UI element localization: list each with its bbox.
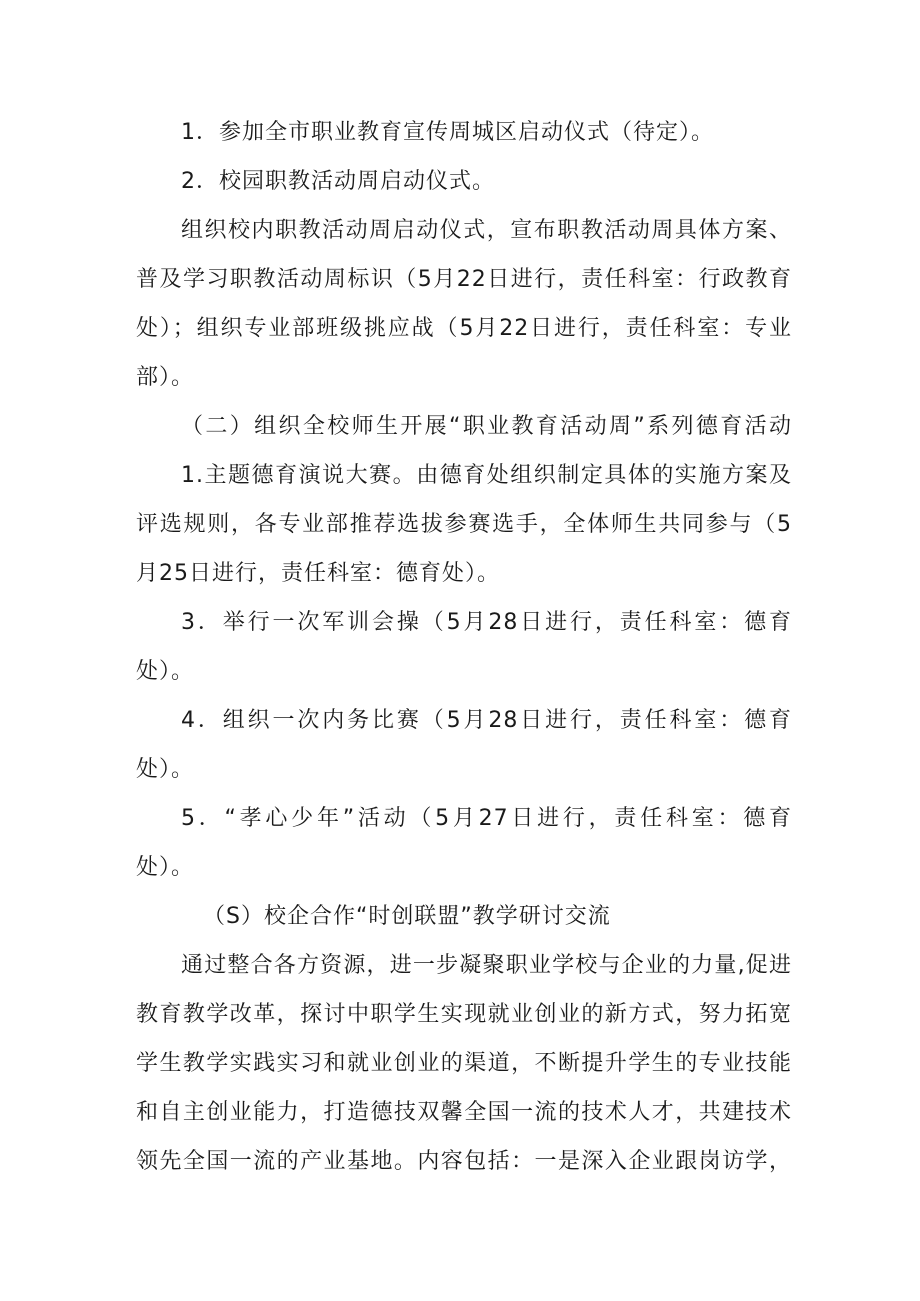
section-heading: （S）校企合作“时创联盟”教学研讨交流	[203, 904, 611, 929]
paragraph-line: 普及学习职教活动周标识（5月22日进行，责任科室：行政教育	[136, 267, 792, 292]
paragraph-line: 教育教学改革，探讨中职学生实现就业创业的新方式，努力拓宽	[136, 1002, 792, 1027]
paragraph-line: 处）；组织专业部班级挑应战（5月22日进行，责任科室：专业	[136, 316, 792, 341]
list-item-1-text: 1.主题德育演说大赛。由德育处组织制定具体的实施方案及	[181, 463, 792, 488]
paragraph-line: 学生教学实践实习和就业创业的渠道，不断提升学生的专业技能	[136, 1051, 792, 1076]
paragraph-line: 领先全国一流的产业基地。内容包括：一是深入企业跟岗访学，	[136, 1149, 792, 1174]
paragraph-line: 通过整合各方资源，进一步凝聚职业学校与企业的力量,促进	[181, 953, 792, 978]
paragraph-line: 和自主创业能力，打造德技双馨全国一流的技术人才，共建技术	[136, 1100, 792, 1125]
paragraph-line: 处）。	[136, 659, 195, 684]
paragraph-line: 组织校内职教活动周启动仪式，宣布职教活动周具体方案、	[181, 218, 792, 243]
paragraph-line: 评选规则，各专业部推荐选拔参赛选手，全体师生共同参与（5	[136, 512, 792, 537]
paragraph-line: 部）。	[136, 365, 195, 390]
paragraph-line: 处）。	[136, 757, 195, 782]
list-item-3: 3．举行一次军训会操（5月28日进行，责任科室：德育	[181, 610, 792, 635]
paragraph-line: 处）。	[136, 855, 195, 880]
section-heading: （二）组织全校师生开展“职业教育活动周”系列德育活动	[181, 414, 792, 439]
paragraph-line: 月25日进行，责任科室：德育处）。	[136, 561, 500, 586]
list-item-1: 1．参加全市职业教育宣传周城区启动仪式（待定）。	[181, 120, 714, 145]
list-item-5: 5．“孝心少年”活动（5月27日进行，责任科室：德育	[181, 806, 792, 831]
list-item-2: 2．校园职教活动周启动仪式。	[181, 169, 495, 194]
list-item-4: 4．组织一次内务比赛（5月28日进行，责任科室：德育	[181, 708, 792, 733]
